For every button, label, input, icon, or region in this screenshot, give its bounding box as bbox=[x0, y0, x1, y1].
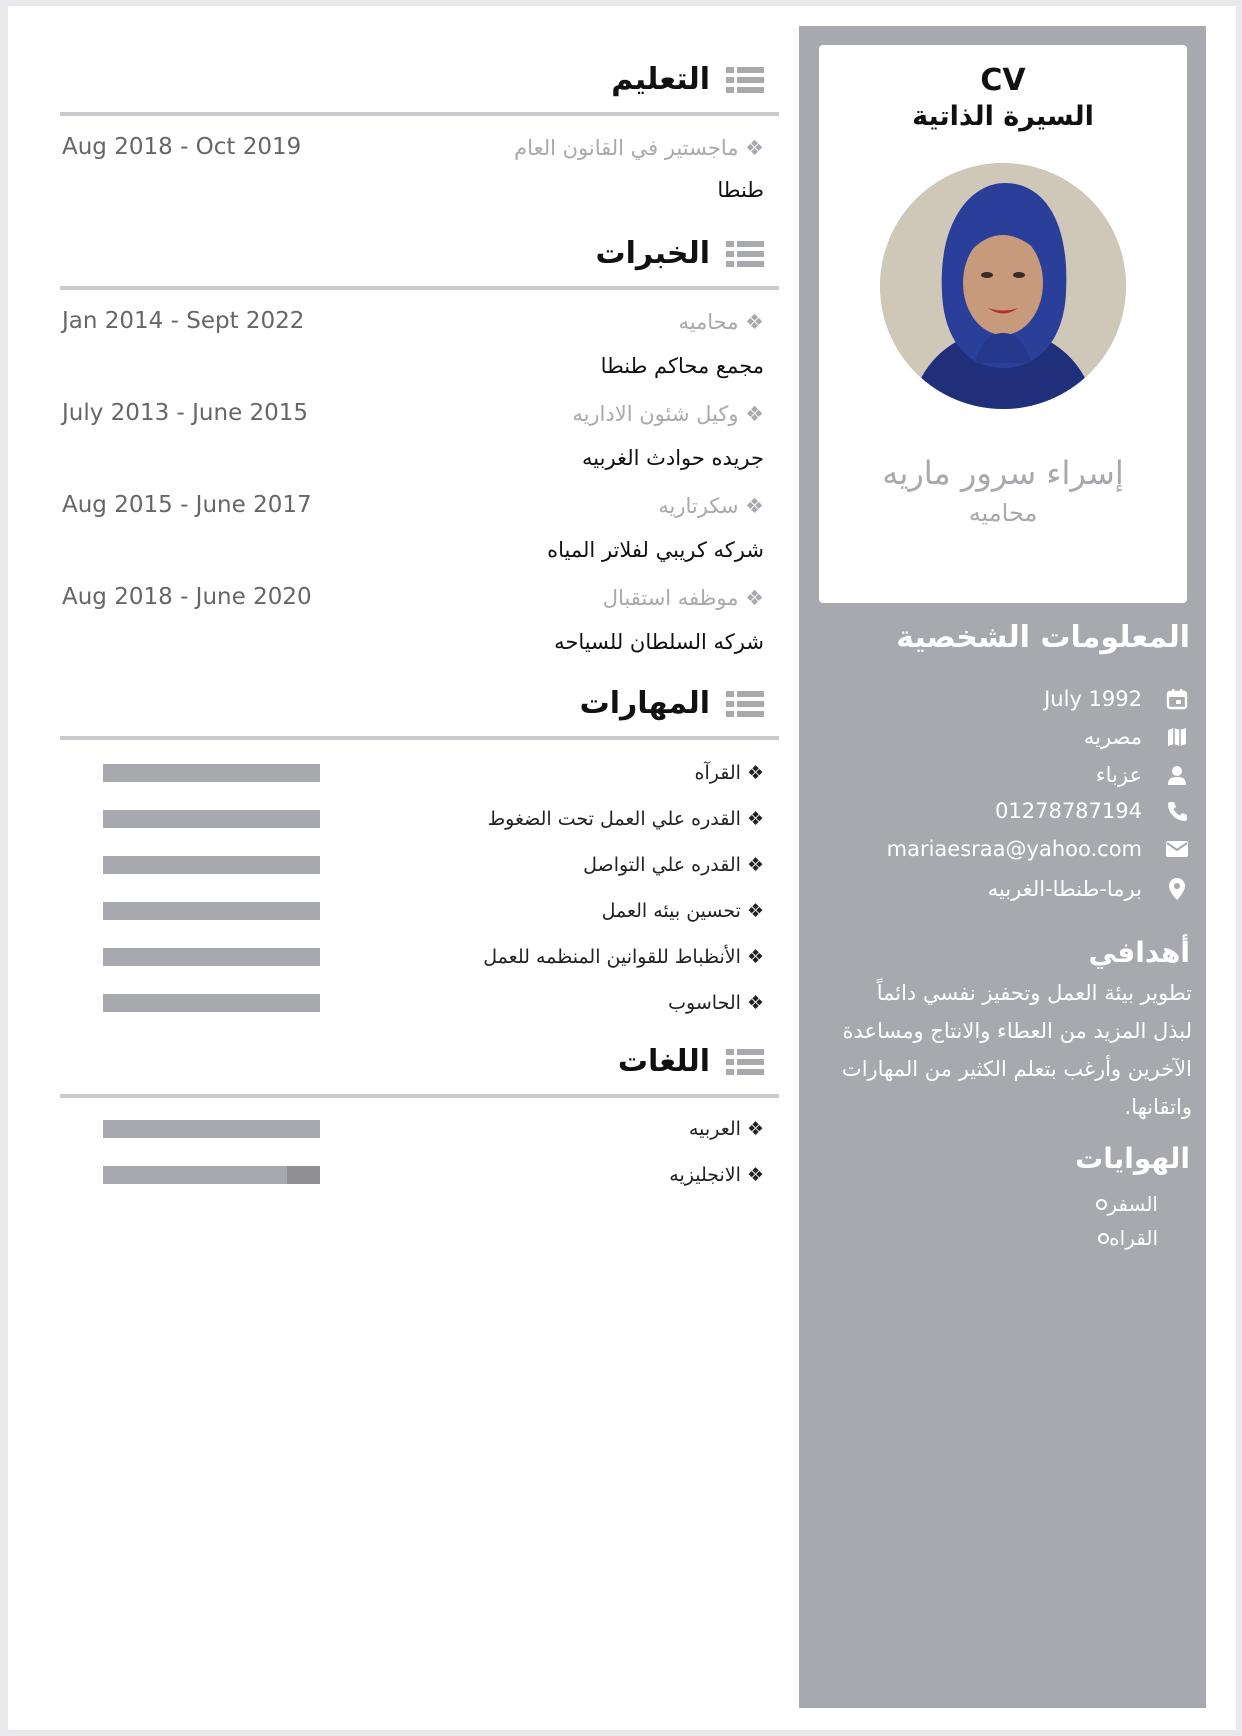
profile-card bbox=[819, 45, 1187, 603]
language-level-fill bbox=[103, 1166, 287, 1184]
language-level-bar bbox=[103, 1120, 320, 1138]
info-text: مصريه bbox=[1083, 725, 1142, 749]
map-icon bbox=[1164, 724, 1190, 750]
skill-label: ❖ تحسين بيئه العمل bbox=[601, 900, 764, 922]
skill-level-fill bbox=[103, 856, 320, 874]
profile-photo-illustration bbox=[880, 163, 1126, 409]
experience-date: July 2013 - June 2015 bbox=[62, 400, 309, 426]
experience-employer: مجمع محاكم طنطا bbox=[600, 354, 764, 378]
skill-label: ❖ الحاسوب bbox=[668, 992, 764, 1014]
calendar-icon bbox=[1164, 686, 1190, 712]
section-divider bbox=[60, 1094, 779, 1098]
experience-employer: شركه كريبي لفلاتر المياه bbox=[547, 538, 764, 562]
person-role: محاميه bbox=[968, 499, 1038, 527]
language-level-bar bbox=[103, 1166, 320, 1184]
education-place: طنطا bbox=[717, 178, 764, 202]
hobby-item bbox=[1078, 1192, 1158, 1216]
cv-title: CV bbox=[980, 63, 1026, 98]
profile-photo bbox=[880, 163, 1126, 409]
sidebar bbox=[799, 26, 1206, 1708]
phone-icon bbox=[1164, 798, 1190, 824]
skill-level-fill bbox=[103, 994, 320, 1012]
cv-subtitle: السيرة الذاتية bbox=[912, 101, 1094, 132]
skill-level-bar bbox=[103, 994, 320, 1012]
experience-employer: شركه السلطان للسياحه bbox=[554, 630, 764, 654]
section-divider bbox=[60, 286, 779, 290]
language-level-fill bbox=[103, 1120, 320, 1138]
section-divider bbox=[60, 736, 779, 740]
info-marital-status bbox=[810, 760, 1190, 790]
experience-title: ❖ وكيل شئون الاداريه bbox=[572, 402, 764, 426]
skill-level-bar bbox=[103, 810, 320, 828]
bullet-icon bbox=[1098, 1233, 1109, 1244]
resume-page bbox=[8, 6, 1236, 1730]
skill-level-fill bbox=[103, 764, 320, 782]
info-nationality bbox=[810, 722, 1190, 752]
education-date: Aug 2018 - Oct 2019 bbox=[62, 134, 302, 160]
skill-label: ❖ القدره علي التواصل bbox=[583, 854, 764, 876]
languages-heading bbox=[618, 1044, 764, 1079]
education-degree: ❖ ماجستير في القانون العام bbox=[514, 136, 764, 160]
skill-level-bar bbox=[103, 948, 320, 966]
skill-label: ❖ القدره علي العمل تحت الضغوط bbox=[487, 808, 764, 830]
hobbies-heading: الهوايات bbox=[1075, 1142, 1190, 1175]
education-heading bbox=[611, 62, 764, 97]
hobby-item bbox=[1080, 1226, 1158, 1250]
language-label: ❖ الانجليزيه bbox=[669, 1164, 764, 1186]
info-text: برما-طنطا-الغربيه bbox=[987, 877, 1142, 901]
skills-heading bbox=[580, 686, 764, 721]
info-text: عزباء bbox=[1095, 763, 1142, 787]
personal-info-heading: المعلومات الشخصية bbox=[896, 620, 1190, 655]
mail-icon bbox=[1164, 836, 1190, 862]
person-name: إسراء سرور ماريه bbox=[882, 454, 1124, 492]
list-icon bbox=[726, 65, 764, 95]
experience-heading bbox=[595, 236, 764, 271]
experience-date: Jan 2014 - Sept 2022 bbox=[62, 308, 305, 334]
section-title: التعليم bbox=[611, 62, 710, 97]
section-title: المهارات bbox=[579, 686, 710, 721]
hobby-label: القراه bbox=[1109, 1226, 1158, 1250]
info-text[interactable]: mariaesraa@yahoo.com bbox=[886, 837, 1142, 861]
skill-level-fill bbox=[103, 948, 320, 966]
goals-text: تطوير بيئة العمل وتحفيز نفسي دائماً لبذل المزيد من العطاء والانتاج ومساعدة الآخرين وأرغب بتعلم الكثير من المهارات واتقانها. bbox=[841, 981, 1192, 1119]
list-icon bbox=[726, 1047, 764, 1077]
experience-title: ❖ موظفه استقبال bbox=[602, 586, 764, 610]
section-title: الخبرات bbox=[595, 236, 710, 271]
info-address bbox=[810, 874, 1190, 904]
info-birthdate bbox=[810, 684, 1190, 714]
skill-level-bar bbox=[103, 764, 320, 782]
skill-level-fill bbox=[103, 810, 320, 828]
info-text: July 1992 bbox=[1044, 687, 1142, 711]
language-label: ❖ العربيه bbox=[689, 1118, 764, 1140]
bullet-icon bbox=[1096, 1199, 1107, 1210]
info-email[interactable] bbox=[810, 834, 1190, 864]
list-icon bbox=[726, 689, 764, 719]
experience-date: Aug 2015 - June 2017 bbox=[62, 492, 312, 518]
experience-date: Aug 2018 - June 2020 bbox=[62, 584, 312, 610]
info-phone bbox=[810, 796, 1190, 826]
skill-label: ❖ القرآه bbox=[694, 762, 764, 784]
skill-level-fill bbox=[103, 902, 320, 920]
experience-title: ❖ محاميه bbox=[678, 310, 764, 334]
person-icon bbox=[1164, 762, 1190, 788]
info-text: 01278787194 bbox=[995, 799, 1142, 823]
skill-level-bar bbox=[103, 856, 320, 874]
goals-heading: أهدافي bbox=[1088, 936, 1190, 969]
experience-title: ❖ سكرتاريه bbox=[658, 494, 764, 518]
skill-level-bar bbox=[103, 902, 320, 920]
skill-label: ❖ الأنظباط للقوانين المنظمه للعمل bbox=[483, 946, 764, 968]
hobby-label: السفر bbox=[1107, 1192, 1158, 1216]
experience-employer: جريده حوادث الغربيه bbox=[582, 446, 764, 470]
list-icon bbox=[726, 239, 764, 269]
section-divider bbox=[60, 112, 779, 116]
location-pin-icon bbox=[1164, 876, 1190, 902]
section-title: اللغات bbox=[617, 1044, 710, 1079]
